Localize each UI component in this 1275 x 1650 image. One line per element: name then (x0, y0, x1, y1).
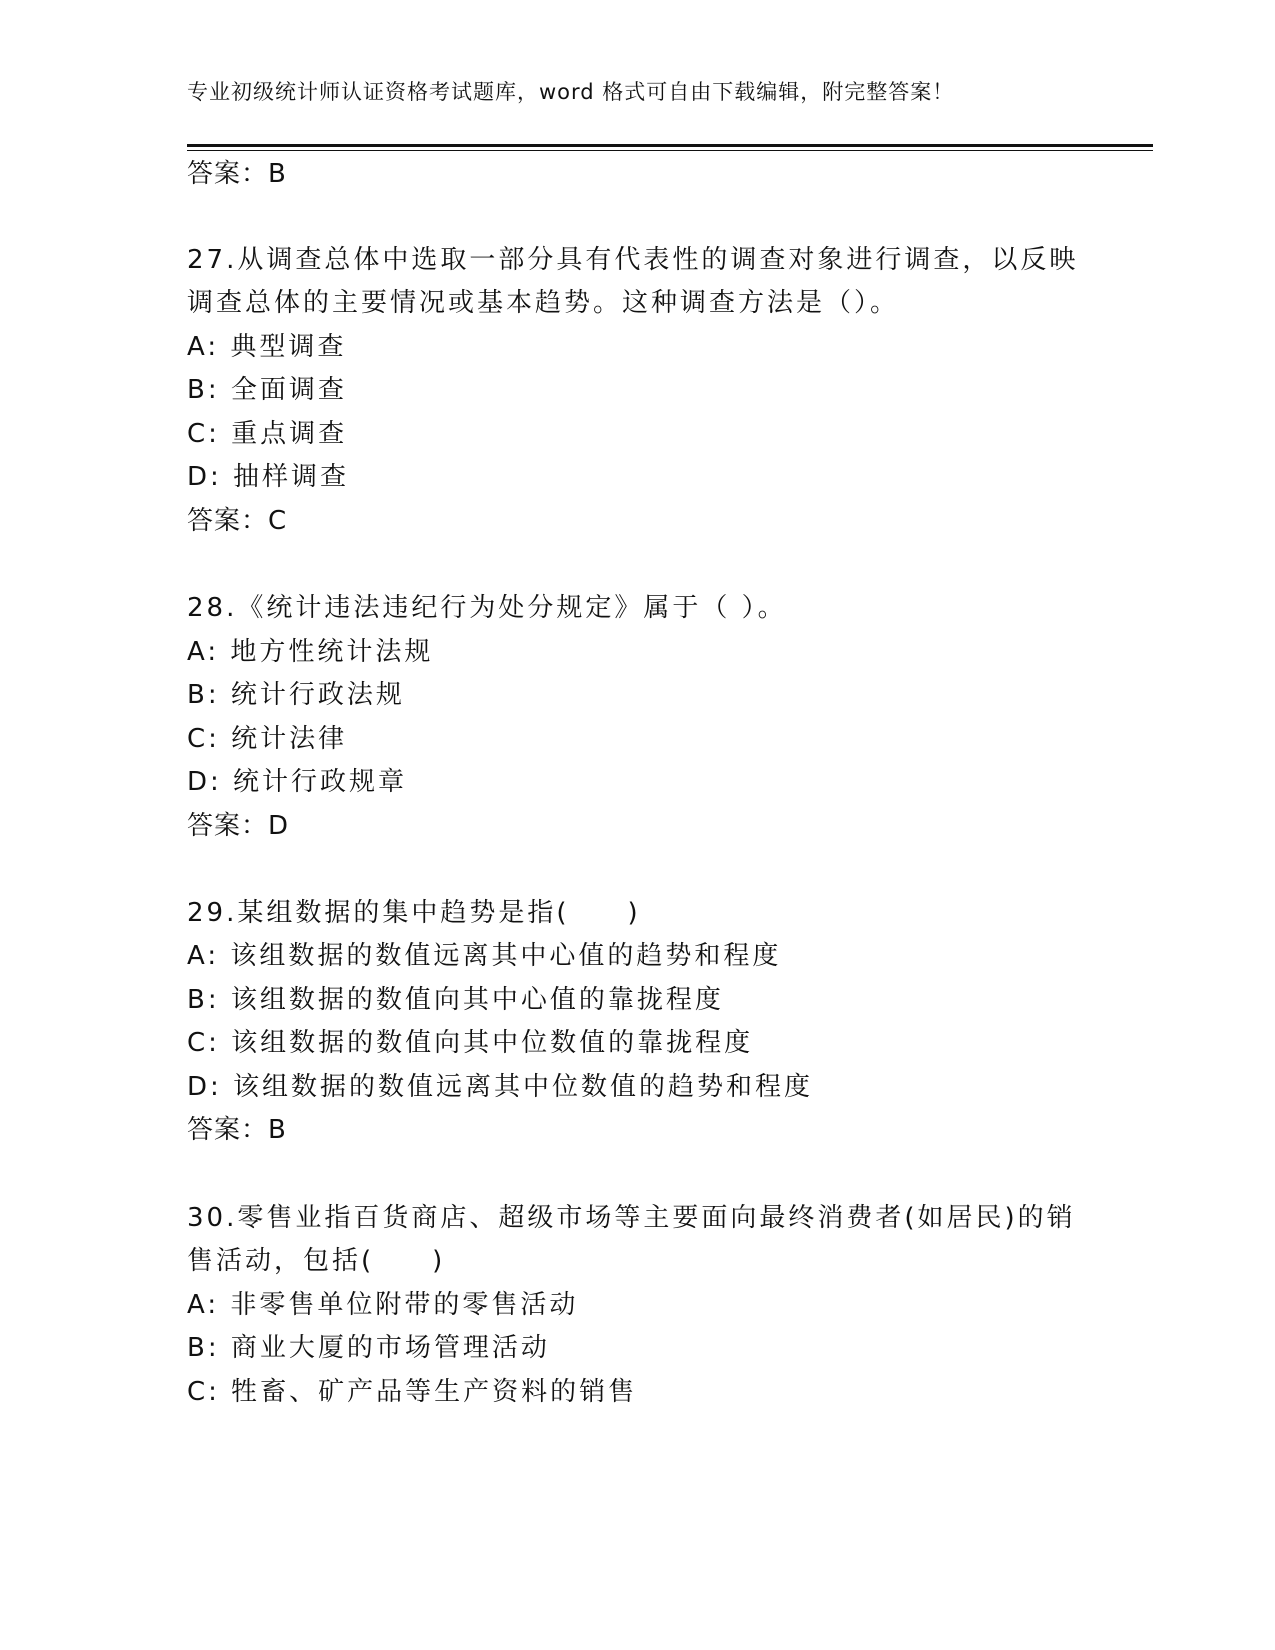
question-29-option-b: B: 该组数据的数值向其中心值的靠拢程度 (187, 985, 724, 1015)
question-28-option-d: D: 统计行政规章 (187, 767, 408, 797)
question-29-option-c: C: 该组数据的数值向其中位数值的靠拢程度 (187, 1028, 754, 1058)
question-27-answer: 答案：C (187, 506, 288, 536)
question-27-option-c: C: 重点调查 (187, 419, 348, 449)
question-27-option-a: A: 典型调查 (187, 332, 347, 362)
question-28-option-a: A: 地方性统计法规 (187, 637, 434, 667)
question-30-option-b: B: 商业大厦的市场管理活动 (187, 1333, 550, 1363)
question-29-answer: 答案：B (187, 1115, 287, 1145)
question-28-stem-line-1: 28.《统计违法违纪行为处分规定》属于（ ）。 (187, 593, 787, 623)
header-text: 专业初级统计师认证资格考试题库，word 格式可自由下载编辑，附完整答案！ (187, 80, 955, 104)
question-29-stem-line-1: 29.某组数据的集中趋势是指( ) (187, 898, 641, 928)
question-30-stem-line-2: 售活动，包括( ) (187, 1246, 446, 1276)
question-27-option-d: D: 抽样调查 (187, 462, 350, 492)
question-27-stem-line-2: 调查总体的主要情况或基本趋势。这种调查方法是（）。 (187, 288, 900, 318)
question-27-option-b: B: 全面调查 (187, 375, 347, 405)
question-27-stem-line-1: 27.从调查总体中选取一部分具有代表性的调查对象进行调查，以反映 (187, 245, 1079, 275)
question-30-option-c: C: 牲畜、矿产品等生产资料的销售 (187, 1377, 638, 1407)
header-rule-thick (187, 144, 1153, 147)
question-28-option-c: C: 统计法律 (187, 724, 348, 754)
question-29-option-a: A: 该组数据的数值远离其中心值的趋势和程度 (187, 941, 782, 971)
question-29-option-d: D: 该组数据的数值远离其中位数值的趋势和程度 (187, 1072, 814, 1102)
question-30-option-a: A: 非零售单位附带的零售活动 (187, 1290, 579, 1320)
question-28-answer: 答案：D (187, 811, 290, 841)
answer-previous: 答案：B (187, 159, 287, 189)
question-30-stem-line-1: 30.零售业指百货商店、超级市场等主要面向最终消费者(如居民)的销 (187, 1203, 1076, 1233)
header-rule-thin (187, 150, 1153, 151)
question-28-option-b: B: 统计行政法规 (187, 680, 405, 710)
